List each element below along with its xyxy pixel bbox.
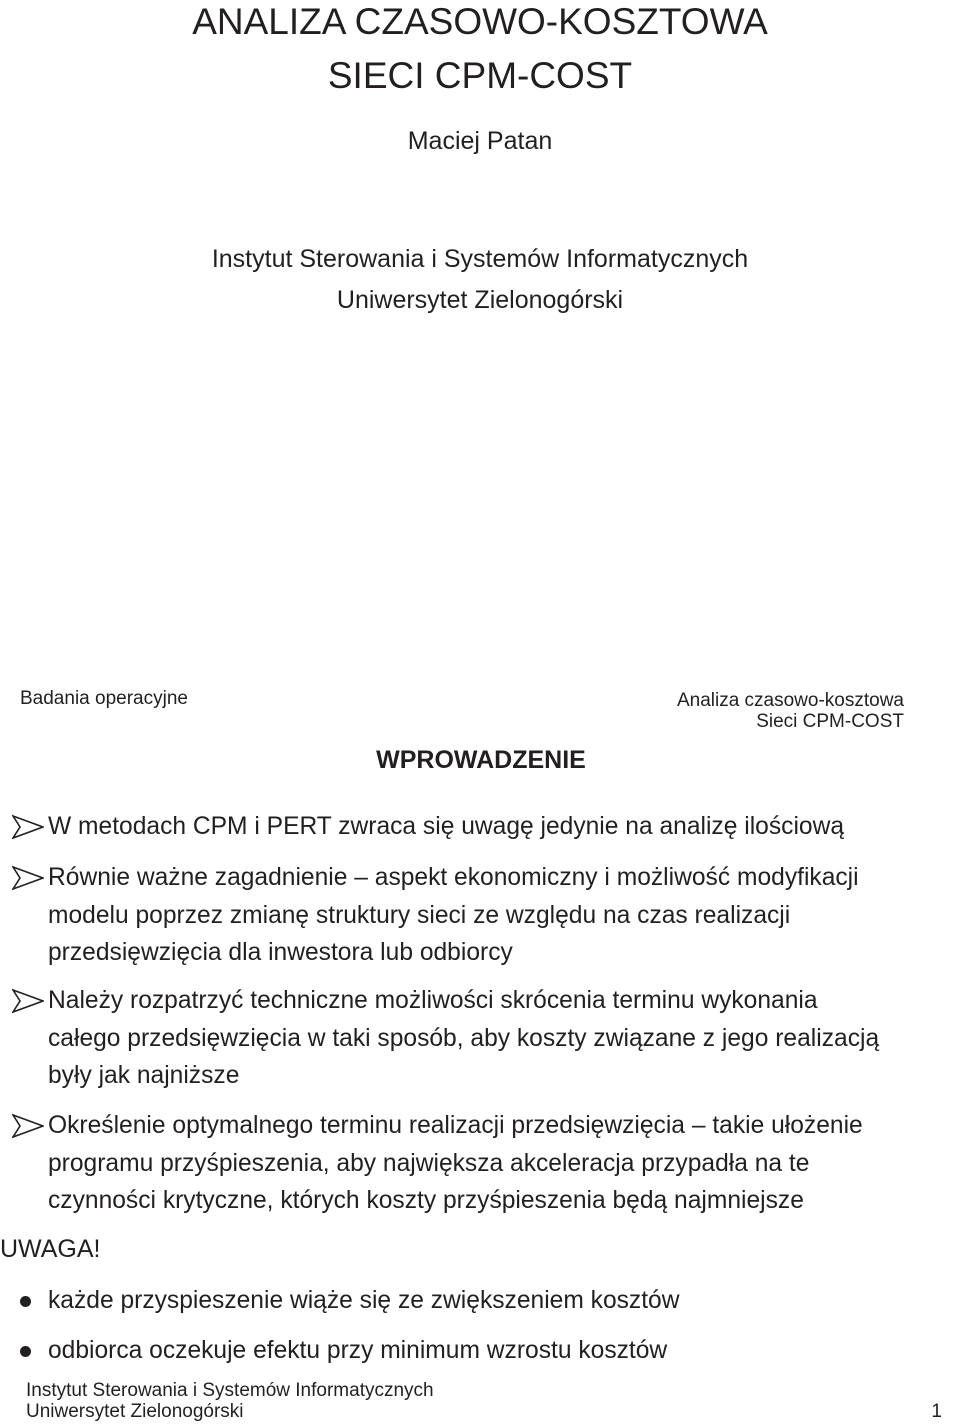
- bullet-line: Określenie optymalnego terminu realizacji przedsięwzięcia – takie ułożenie: [48, 1112, 863, 1139]
- university-name: Uniwersytet Zielonogórski: [336, 286, 624, 314]
- title-line-1: ANALIZA CZASOWO-KOSZTOWA: [192, 1, 768, 42]
- author-name: Maciej Patan: [407, 127, 553, 155]
- bullet-item-3: [12, 982, 960, 1095]
- header-course-name: Badania operacyjne: [20, 688, 188, 709]
- footer-university: Uniwersytet Zielonogórski: [26, 1401, 244, 1422]
- section-heading: WPROWADZENIE: [376, 746, 586, 774]
- warning-item-1: [20, 1286, 960, 1316]
- arrowhead-bullet-icon: [12, 808, 44, 845]
- bullet-item-4: [12, 1107, 960, 1220]
- bullet-dot-icon: [20, 1346, 31, 1357]
- bullet-line: czynności krytyczne, których koszty przyśpieszenia będą najmniejsze: [48, 1187, 804, 1214]
- institute-name: Instytut Sterowania i Systemów Informatycznych: [211, 245, 749, 273]
- bullet-line: W metodach CPM i PERT zwraca się uwagę jedynie na analizę ilościową: [48, 813, 845, 840]
- title-line-2: SIECI CPM-COST: [327, 55, 633, 96]
- bullet-line: Należy rozpatrzyć techniczne możliwości skrócenia terminu wykonania: [48, 987, 818, 1014]
- bullet-item-1: [12, 808, 960, 846]
- bullet-item-2: [12, 859, 960, 972]
- bullet-line: programu przyśpieszenia, aby największa akceleracja przypadła na te: [48, 1149, 810, 1177]
- arrowhead-bullet-icon: [12, 859, 44, 896]
- header-topic-line-2: Sieci CPM-COST: [756, 711, 904, 732]
- warning-item-2: [20, 1336, 960, 1366]
- bullet-line: przedsięwzięcia dla inwestora lub odbiorcy: [48, 939, 513, 966]
- bullet-dot-icon: [20, 1296, 31, 1307]
- warning-label: UWAGA!: [0, 1235, 101, 1263]
- page-number: 1: [931, 1401, 942, 1422]
- bullet-line: były jak najniższe: [48, 1062, 240, 1089]
- header-topic-line-1: Analiza czasowo-kosztowa: [676, 690, 904, 711]
- bullet-line: całego przedsięwzięcia w taki sposób, aby koszty związane z jego realizacją: [48, 1024, 880, 1052]
- arrowhead-bullet-icon: [12, 982, 44, 1019]
- bullet-line: modelu poprzez zmianę struktury sieci ze względu na czas realizacji: [48, 901, 791, 929]
- warning-item-text: odbiorca oczekuje efektu przy minimum wzrostu kosztów: [48, 1337, 668, 1364]
- warning-item-text: każde przyspieszenie wiąże się ze zwiększeniem kosztów: [48, 1287, 680, 1314]
- bullet-line: Równie ważne zagadnienie – aspekt ekonomiczny i możliwość modyfikacji: [48, 864, 859, 891]
- footer-institute: Instytut Sterowania i Systemów Informatycznych: [26, 1380, 434, 1401]
- arrowhead-bullet-icon: [12, 1107, 44, 1144]
